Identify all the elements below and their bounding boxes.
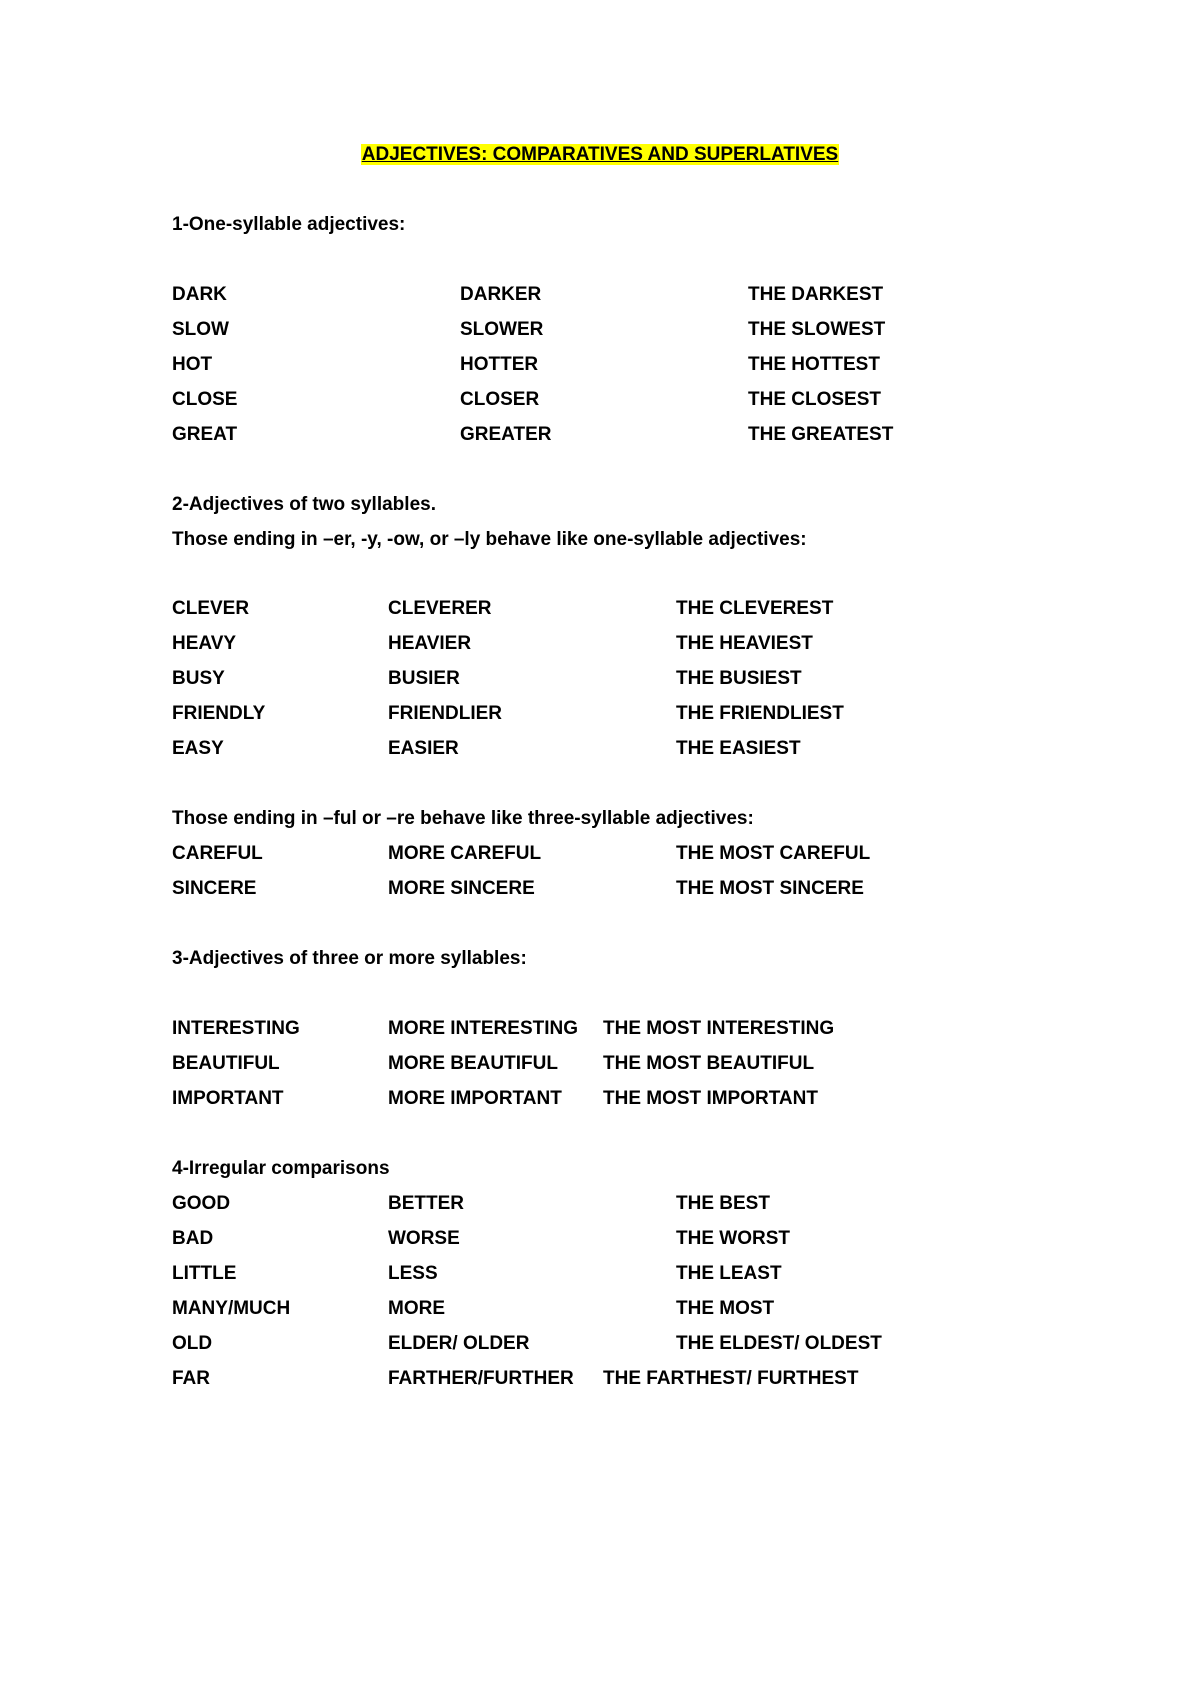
table-row [0,632,1200,656]
base-form: HOT [172,354,213,375]
table-row [0,1017,1200,1041]
table-row [0,423,1200,447]
comparative-form: BUSIER [388,668,460,689]
superlative-form: THE MOST [676,1298,775,1319]
superlative-form: THE MOST CAREFUL [676,843,871,864]
base-form: CLEVER [172,598,250,619]
comparative-form: EASIER [388,738,459,759]
base-form: OLD [172,1333,213,1354]
superlative-form: THE LEAST [676,1263,782,1284]
table-row [0,597,1200,621]
base-form: LITTLE [172,1263,237,1284]
base-form: BEAUTIFUL [172,1053,280,1074]
base-form: BUSY [172,668,225,689]
base-form: SINCERE [172,878,257,899]
table-row [0,1052,1200,1076]
table-row [0,842,1200,866]
table-row [0,877,1200,901]
comparative-form: GREATER [460,424,552,445]
base-form: IMPORTANT [172,1088,284,1109]
table-row [0,1367,1200,1391]
page-title-text: ADJECTIVES: COMPARATIVES AND SUPERLATIVES [361,144,839,165]
section1-heading: 1-One-syllable adjectives: [172,214,406,235]
superlative-form: THE HOTTEST [748,354,880,375]
superlative-form: THE CLOSEST [748,389,882,410]
superlative-form: THE MOST BEAUTIFUL [603,1053,815,1074]
comparative-form: MORE BEAUTIFUL [388,1053,558,1074]
base-form: BAD [172,1228,214,1249]
base-form: GOOD [172,1193,231,1214]
comparative-form: HEAVIER [388,633,472,654]
base-form: CLOSE [172,389,238,410]
base-form: INTERESTING [172,1018,300,1039]
comparative-form: BETTER [388,1193,464,1214]
base-form: SLOW [172,319,229,340]
superlative-form: THE GREATEST [748,424,894,445]
superlative-form: THE MOST INTERESTING [603,1018,835,1039]
table-row [0,353,1200,377]
comparative-form: WORSE [388,1228,460,1249]
section2-note: Those ending in –ful or –re behave like three-syllable adjectives: [172,808,754,829]
superlative-form: THE FARTHEST/ FURTHEST [603,1368,859,1389]
table-row [0,1227,1200,1251]
table-row [0,737,1200,761]
comparative-form: SLOWER [460,319,544,340]
table-row [0,667,1200,691]
superlative-form: THE SLOWEST [748,319,886,340]
section2-heading: 2-Adjectives of two syllables. [172,494,436,515]
table-row [0,1087,1200,1111]
base-form: FAR [172,1368,210,1389]
comparative-form: CLOSER [460,389,540,410]
base-form: HEAVY [172,633,237,654]
base-form: CAREFUL [172,843,263,864]
comparative-form: LESS [388,1263,438,1284]
base-form: GREAT [172,424,238,445]
superlative-form: THE BEST [676,1193,770,1214]
superlative-form: THE HEAVIEST [676,633,813,654]
base-form: FRIENDLY [172,703,266,724]
superlative-form: THE DARKEST [748,284,884,305]
table-row [0,388,1200,412]
comparative-form: MORE CAREFUL [388,843,542,864]
table-row [0,1332,1200,1356]
comparative-form: HOTTER [460,354,539,375]
section2-subheading: Those ending in –er, -y, -ow, or –ly behave like one-syllable adjectives: [172,529,807,550]
superlative-form: THE MOST SINCERE [676,878,864,899]
comparative-form: MORE SINCERE [388,878,535,899]
comparative-form: FRIENDLIER [388,703,502,724]
base-form: MANY/MUCH [172,1298,291,1319]
superlative-form: THE WORST [676,1228,790,1249]
comparative-form: MORE [388,1298,445,1319]
table-row [0,283,1200,307]
comparative-form: ELDER/ OLDER [388,1333,530,1354]
superlative-form: THE FRIENDLIEST [676,703,844,724]
page-title [0,143,1200,167]
comparative-form: MORE IMPORTANT [388,1088,562,1109]
comparative-form: DARKER [460,284,542,305]
base-form: DARK [172,284,227,305]
superlative-form: THE CLEVEREST [676,598,834,619]
comparative-form: CLEVERER [388,598,492,619]
table-row [0,318,1200,342]
table-row [0,1297,1200,1321]
section3-heading: 3-Adjectives of three or more syllables: [172,948,527,969]
table-row [0,1192,1200,1216]
superlative-form: THE EASIEST [676,738,801,759]
comparative-form: FARTHER/FURTHER [388,1368,574,1389]
comparative-form: MORE INTERESTING [388,1018,579,1039]
section4-heading: 4-Irregular comparisons [172,1158,390,1179]
table-row [0,702,1200,726]
superlative-form: THE MOST IMPORTANT [603,1088,818,1109]
superlative-form: THE ELDEST/ OLDEST [676,1333,882,1354]
superlative-form: THE BUSIEST [676,668,802,689]
base-form: EASY [172,738,224,759]
table-row [0,1262,1200,1286]
